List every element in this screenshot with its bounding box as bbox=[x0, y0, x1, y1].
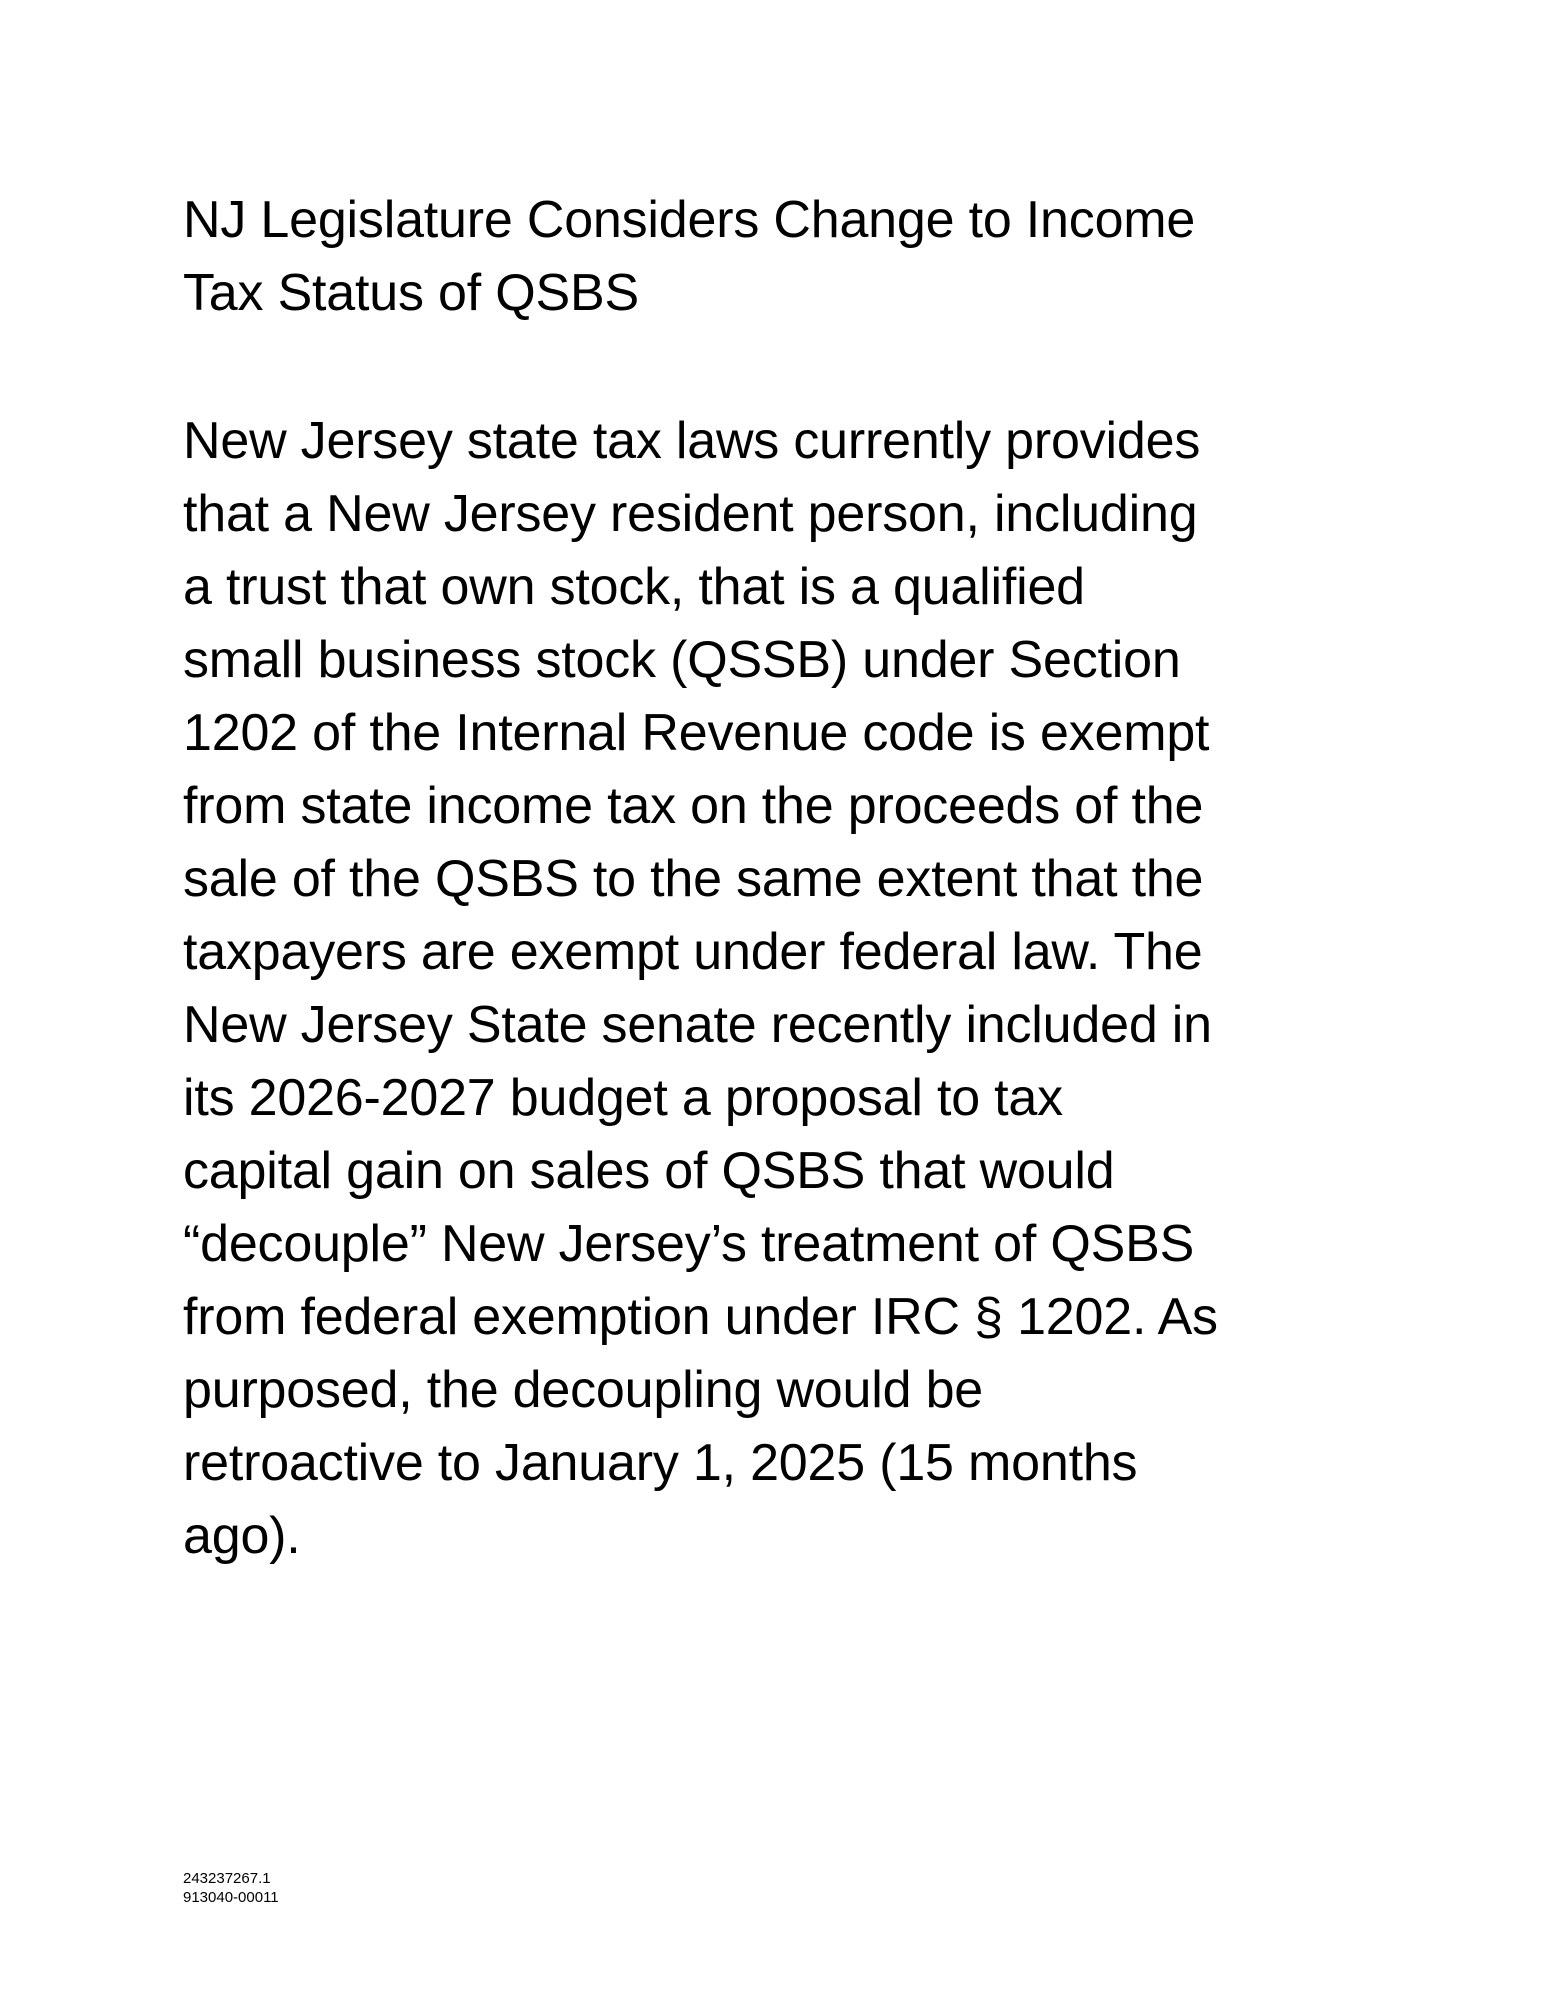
body-line: “decouple” New Jersey’s treatment of QSBS bbox=[183, 1215, 1195, 1273]
body-line: 1202 of the Internal Revenue code is exempt bbox=[183, 704, 1210, 762]
body-line: its 2026-2027 budget a proposal to tax bbox=[183, 1069, 1063, 1127]
body-line: New Jersey State senate recently included in bbox=[183, 996, 1212, 1054]
body-line: purposed, the decoupling would be bbox=[183, 1361, 984, 1419]
body-line: retroactive to January 1, 2025 (15 months bbox=[183, 1434, 1138, 1492]
body-line: from federal exemption under IRC § 1202. As bbox=[183, 1288, 1218, 1346]
body-line: taxpayers are exempt under federal law. The bbox=[183, 923, 1203, 981]
body-line: ago). bbox=[183, 1507, 301, 1565]
body-line: from state income tax on the proceeds of the bbox=[183, 777, 1204, 835]
title-line: NJ Legislature Considers Change to Income bbox=[183, 191, 1196, 249]
body-line: New Jersey state tax laws currently provides bbox=[183, 412, 1201, 470]
body-line: capital gain on sales of QSBS that would bbox=[183, 1142, 1115, 1200]
body-line: a trust that own stock, that is a qualified bbox=[183, 558, 1085, 616]
body-line: sale of the QSBS to the same extent that the bbox=[183, 850, 1204, 908]
footer-doc-number: 243237267.1 bbox=[183, 1870, 271, 1887]
footer-matter-number: 913040-00011 bbox=[183, 1889, 279, 1906]
body-line: small business stock (QSSB) under Section bbox=[183, 631, 1181, 689]
title-line: Tax Status of QSBS bbox=[183, 264, 639, 322]
body-line: that a New Jersey resident person, including bbox=[183, 485, 1198, 543]
